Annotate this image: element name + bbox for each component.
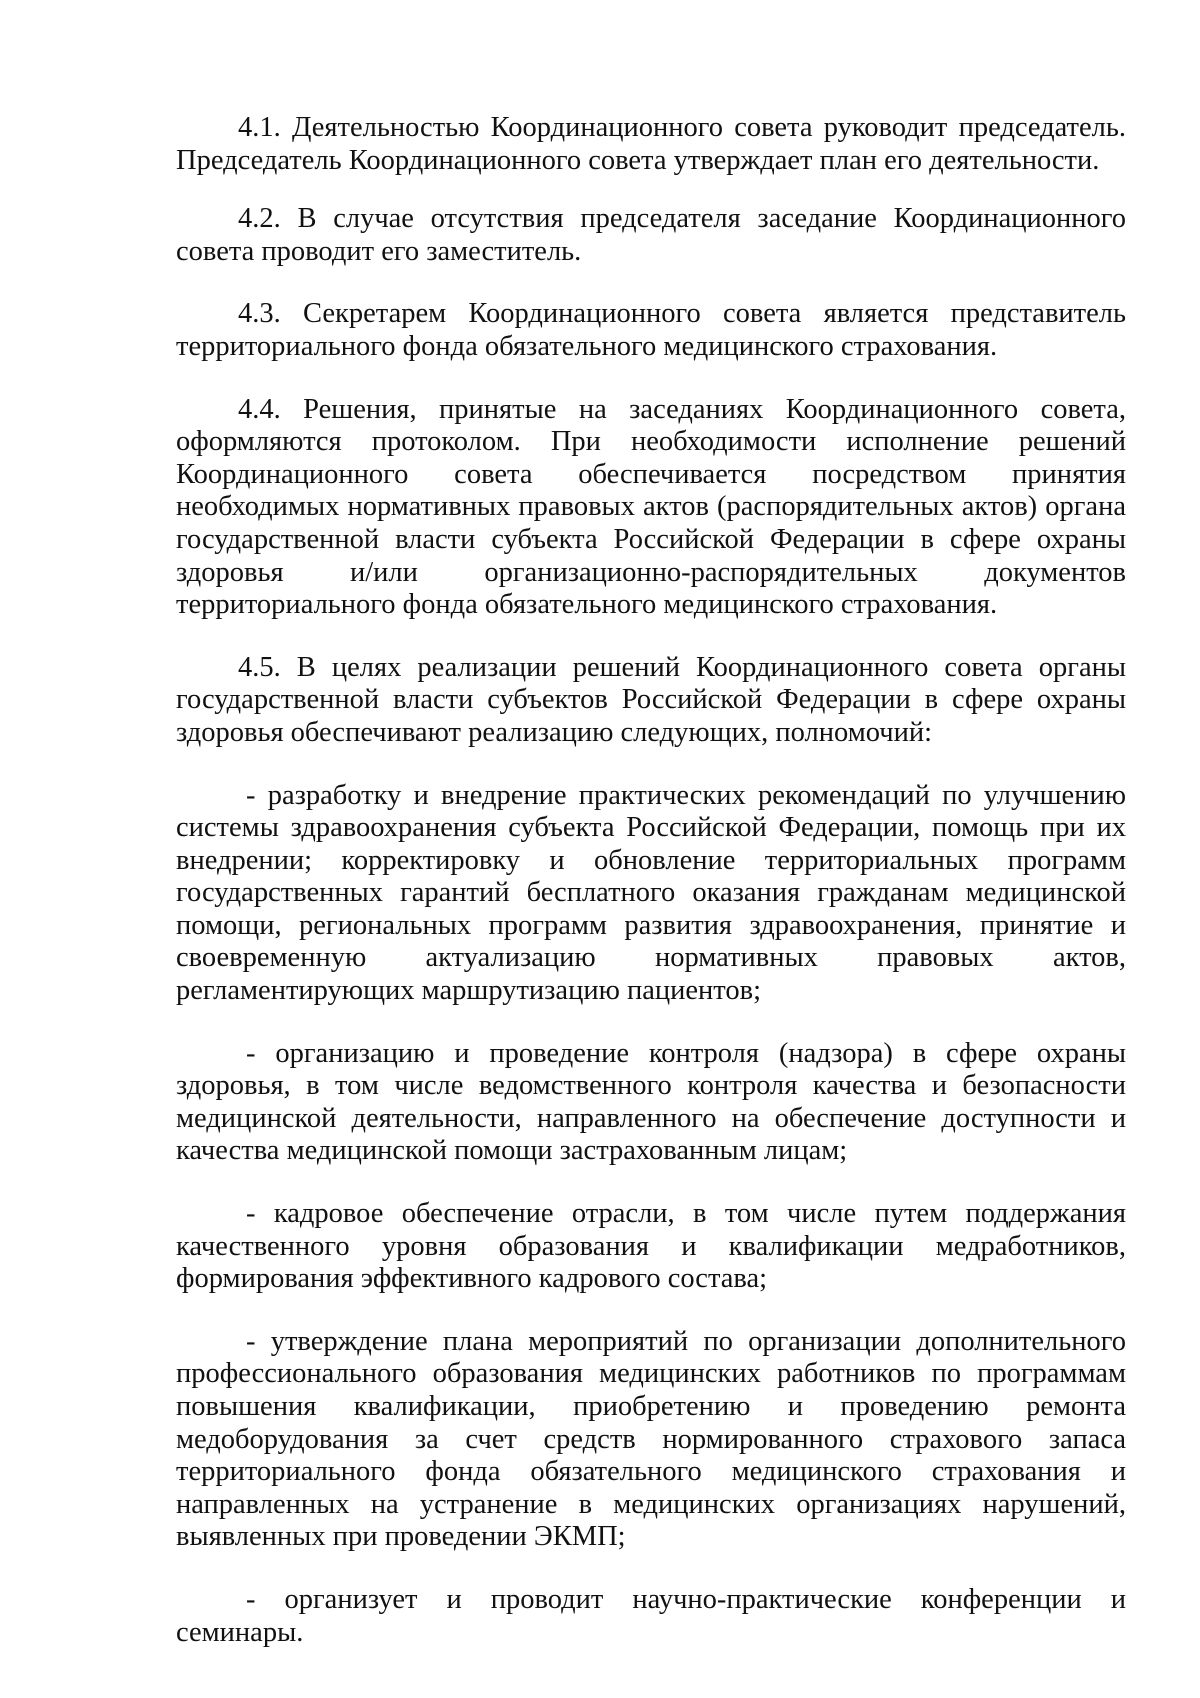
paragraph-4-2: 4.2. В случае отсутствия председателя заседание Координационного совета проводит его заместитель. <box>176 203 1126 267</box>
list-item: - разработку и внедрение практических рекомендаций по улучшению системы здравоохранения субъекта Российской Федерации, помощь при их внедрении; корректировку и обновление территориальных программ государственных гарантий бесплатного оказания гражданам медицинской помощи, региональных программ развития здравоохранения, принятие и своевременную актуализацию нормативных правовых актов, регламентирующих маршрутизацию пациентов; <box>176 779 1126 1007</box>
list-item: - организует и проводит научно-практические конференции и семинары. <box>176 1583 1126 1648</box>
paragraph-4-1: 4.1. Деятельностью Координационного совета руководит председатель. Председатель Координационного совета утверждает план его деятельности. <box>176 112 1126 176</box>
paragraph-4-3: 4.3. Секретарем Координационного совета является представитель территориального фонда обязательного медицинского страхования. <box>176 298 1126 362</box>
list-item: - утверждение плана мероприятий по организации дополнительного профессионального образования медицинских работников по программам повышения квалификации, приобретению и проведению ремонта медоборудования за счет средств нормированного страхового запаса территориального фонда обязательного медицинского страхования и направленных на устранение в медицинских организациях нарушений, выявленных при проведении ЭКМП; <box>176 1325 1126 1553</box>
list-item: - кадровое обеспечение отрасли, в том числе путем поддержания качественного уровня образования и квалификации медработников, формирования эффективного кадрового состава; <box>176 1198 1126 1295</box>
paragraph-4-5: 4.5. В целях реализации решений Координационного совета органы государственной власти субъектов Российской Федерации в сфере охраны здоровья обеспечивают реализацию следующих, полномочий: <box>176 651 1126 748</box>
list-item: - организацию и проведение контроля (надзора) в сфере охраны здоровья, в том числе ведомственного контроля качества и безопасности медицинской деятельности, направленного на обеспечение доступности и качества медицинской помощи застрахованным лицам; <box>176 1037 1126 1167</box>
document-body <box>176 112 1126 1649</box>
paragraph-4-4: 4.4. Решения, принятые на заседаниях Координационного совета, оформляются протоколом. При необходимости исполнение решений Координационного совета обеспечивается посредством принятия необходимых нормативных правовых актов (распорядительных актов) органа государственной власти субъекта Российской Федерации в сфере охраны здоровья и/или организационно-распорядительных документов территориального фонда обязательного медицинского страхования. <box>176 393 1126 621</box>
